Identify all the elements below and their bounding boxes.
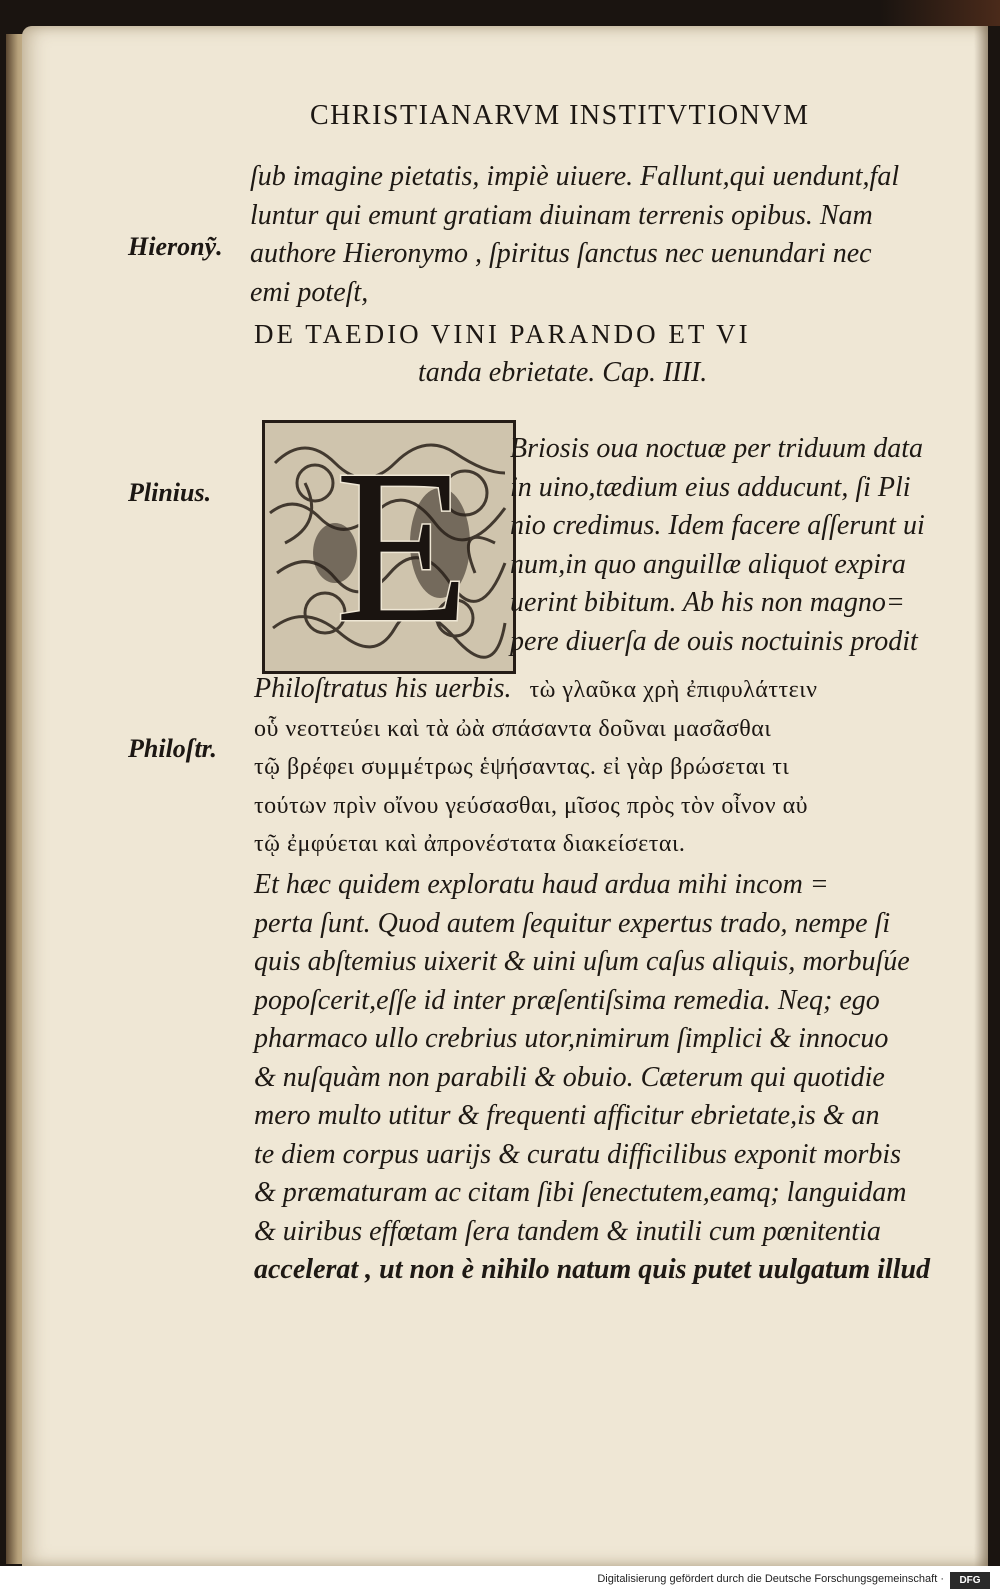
greek-line: τὼ γλαῦκα χρὴ ἐπιφυλάττειν bbox=[529, 677, 818, 703]
text-line: num,in quo anguillæ aliquot expira bbox=[510, 548, 906, 580]
greek-line: οὗ νεοττεύει καὶ τὰ ὠὰ σπάσαντα δοῦναι μασᾶσθαι bbox=[254, 715, 772, 742]
paragraph-4 bbox=[254, 866, 930, 1290]
text-line: pharmaco ullo crebrius utor,nimirum ſimplici & innocuo bbox=[254, 1023, 889, 1054]
margin-note-hieronymus: Hieronỹ. bbox=[128, 232, 223, 261]
greek-line: τῷ ἐμφύεται καὶ ἀπρονέστατα διακείσεται. bbox=[254, 831, 686, 857]
text-line: mero multo utitur & frequenti afficitur ebrietate,is & an bbox=[254, 1100, 880, 1131]
text-line: uerint bibitum. Ab his non magno= bbox=[510, 587, 905, 618]
paragraph-1 bbox=[250, 158, 899, 312]
chapter-title-line-1: DE TAEDIO VINI PARANDO ET VI bbox=[254, 319, 751, 349]
text-line: perta ſunt. Quod autem ſequitur expertus trado, nempe ſi bbox=[254, 907, 891, 939]
text-line: Briosis oua noctuæ per triduum data bbox=[510, 433, 924, 464]
text-line: emi poteſt, bbox=[250, 276, 369, 308]
text-line: ſub imagine pietatis, impiè uiuere. Fallunt,qui uendunt,fal bbox=[250, 161, 900, 192]
initial-letter: E bbox=[335, 424, 470, 668]
text-line: & nuſquàm non parabili & obuio. Cæterum qui quotidie bbox=[254, 1061, 885, 1093]
paragraph-3 bbox=[254, 670, 818, 864]
text-line bbox=[254, 670, 818, 710]
text-line: accelerat , ut non è nihilo natum quis putet uulgatum illud bbox=[254, 1254, 931, 1285]
text-line: Et hæc quidem exploratu haud ardua mihi incom = bbox=[254, 869, 829, 900]
margin-note-plinius: Plinius. bbox=[128, 478, 212, 507]
text-line: popoſcerit,eſſe id inter præſentiſsima remedia. Neq; ego bbox=[254, 984, 880, 1016]
text-line: authore Hieronymo , ſpiritus ſanctus nec uenundari nec bbox=[250, 238, 872, 269]
decorated-initial bbox=[262, 420, 516, 674]
chapter-title bbox=[254, 314, 751, 393]
paragraph-2 bbox=[510, 430, 925, 661]
footer-bar bbox=[0, 1566, 1000, 1596]
text-line-latin: Philoſtratus his uerbis. bbox=[254, 673, 512, 704]
text-line: te diem corpus uarijs & curatu difficilibus exponit morbis bbox=[254, 1138, 902, 1170]
page-corner-shadow bbox=[880, 0, 1000, 26]
text-line: & uiribus effœtam ſera tandem & inutili cum pœnitentia bbox=[254, 1215, 881, 1247]
greek-line: τῷ βρέφει συμμέτρως ἑψήσαντας. εἰ γὰρ βρώσεται τι bbox=[254, 754, 790, 780]
footer-credit: Digitalisierung gefördert durch die Deutsche Forschungsgemeinschaft · bbox=[597, 1573, 944, 1585]
greek-line: τούτων πρὶν οἴνου γεύσασθαι, μῖσος πρὸς τὸν οἶνον αὐ bbox=[254, 792, 809, 819]
chapter-title-line-2: tanda ebrietate. Cap. IIII. bbox=[418, 357, 708, 388]
text-line: nio credimus. Idem facere aſſerunt ui bbox=[510, 510, 925, 541]
text-line: pere diuerſa de ouis noctuinis prodit bbox=[510, 625, 918, 657]
dfg-logo: DFG bbox=[950, 1572, 990, 1589]
text-line: in uino,tædium eius adducunt, ſi Pli bbox=[510, 471, 911, 503]
text-line: quis abſtemius uixerit & uini uſum caſus aliquis, morbuſúe bbox=[254, 946, 910, 977]
text-line: & præmaturam ac citam ſibi ſenectutem,eamq; languidam bbox=[254, 1177, 907, 1208]
text-line: luntur qui emunt gratiam diuinam terrenis opibus. Nam bbox=[250, 199, 873, 231]
running-header: CHRISTIANARVM INSTITVTIONVM bbox=[310, 100, 810, 131]
margin-note-philostratus: Philoſtr. bbox=[128, 734, 217, 763]
